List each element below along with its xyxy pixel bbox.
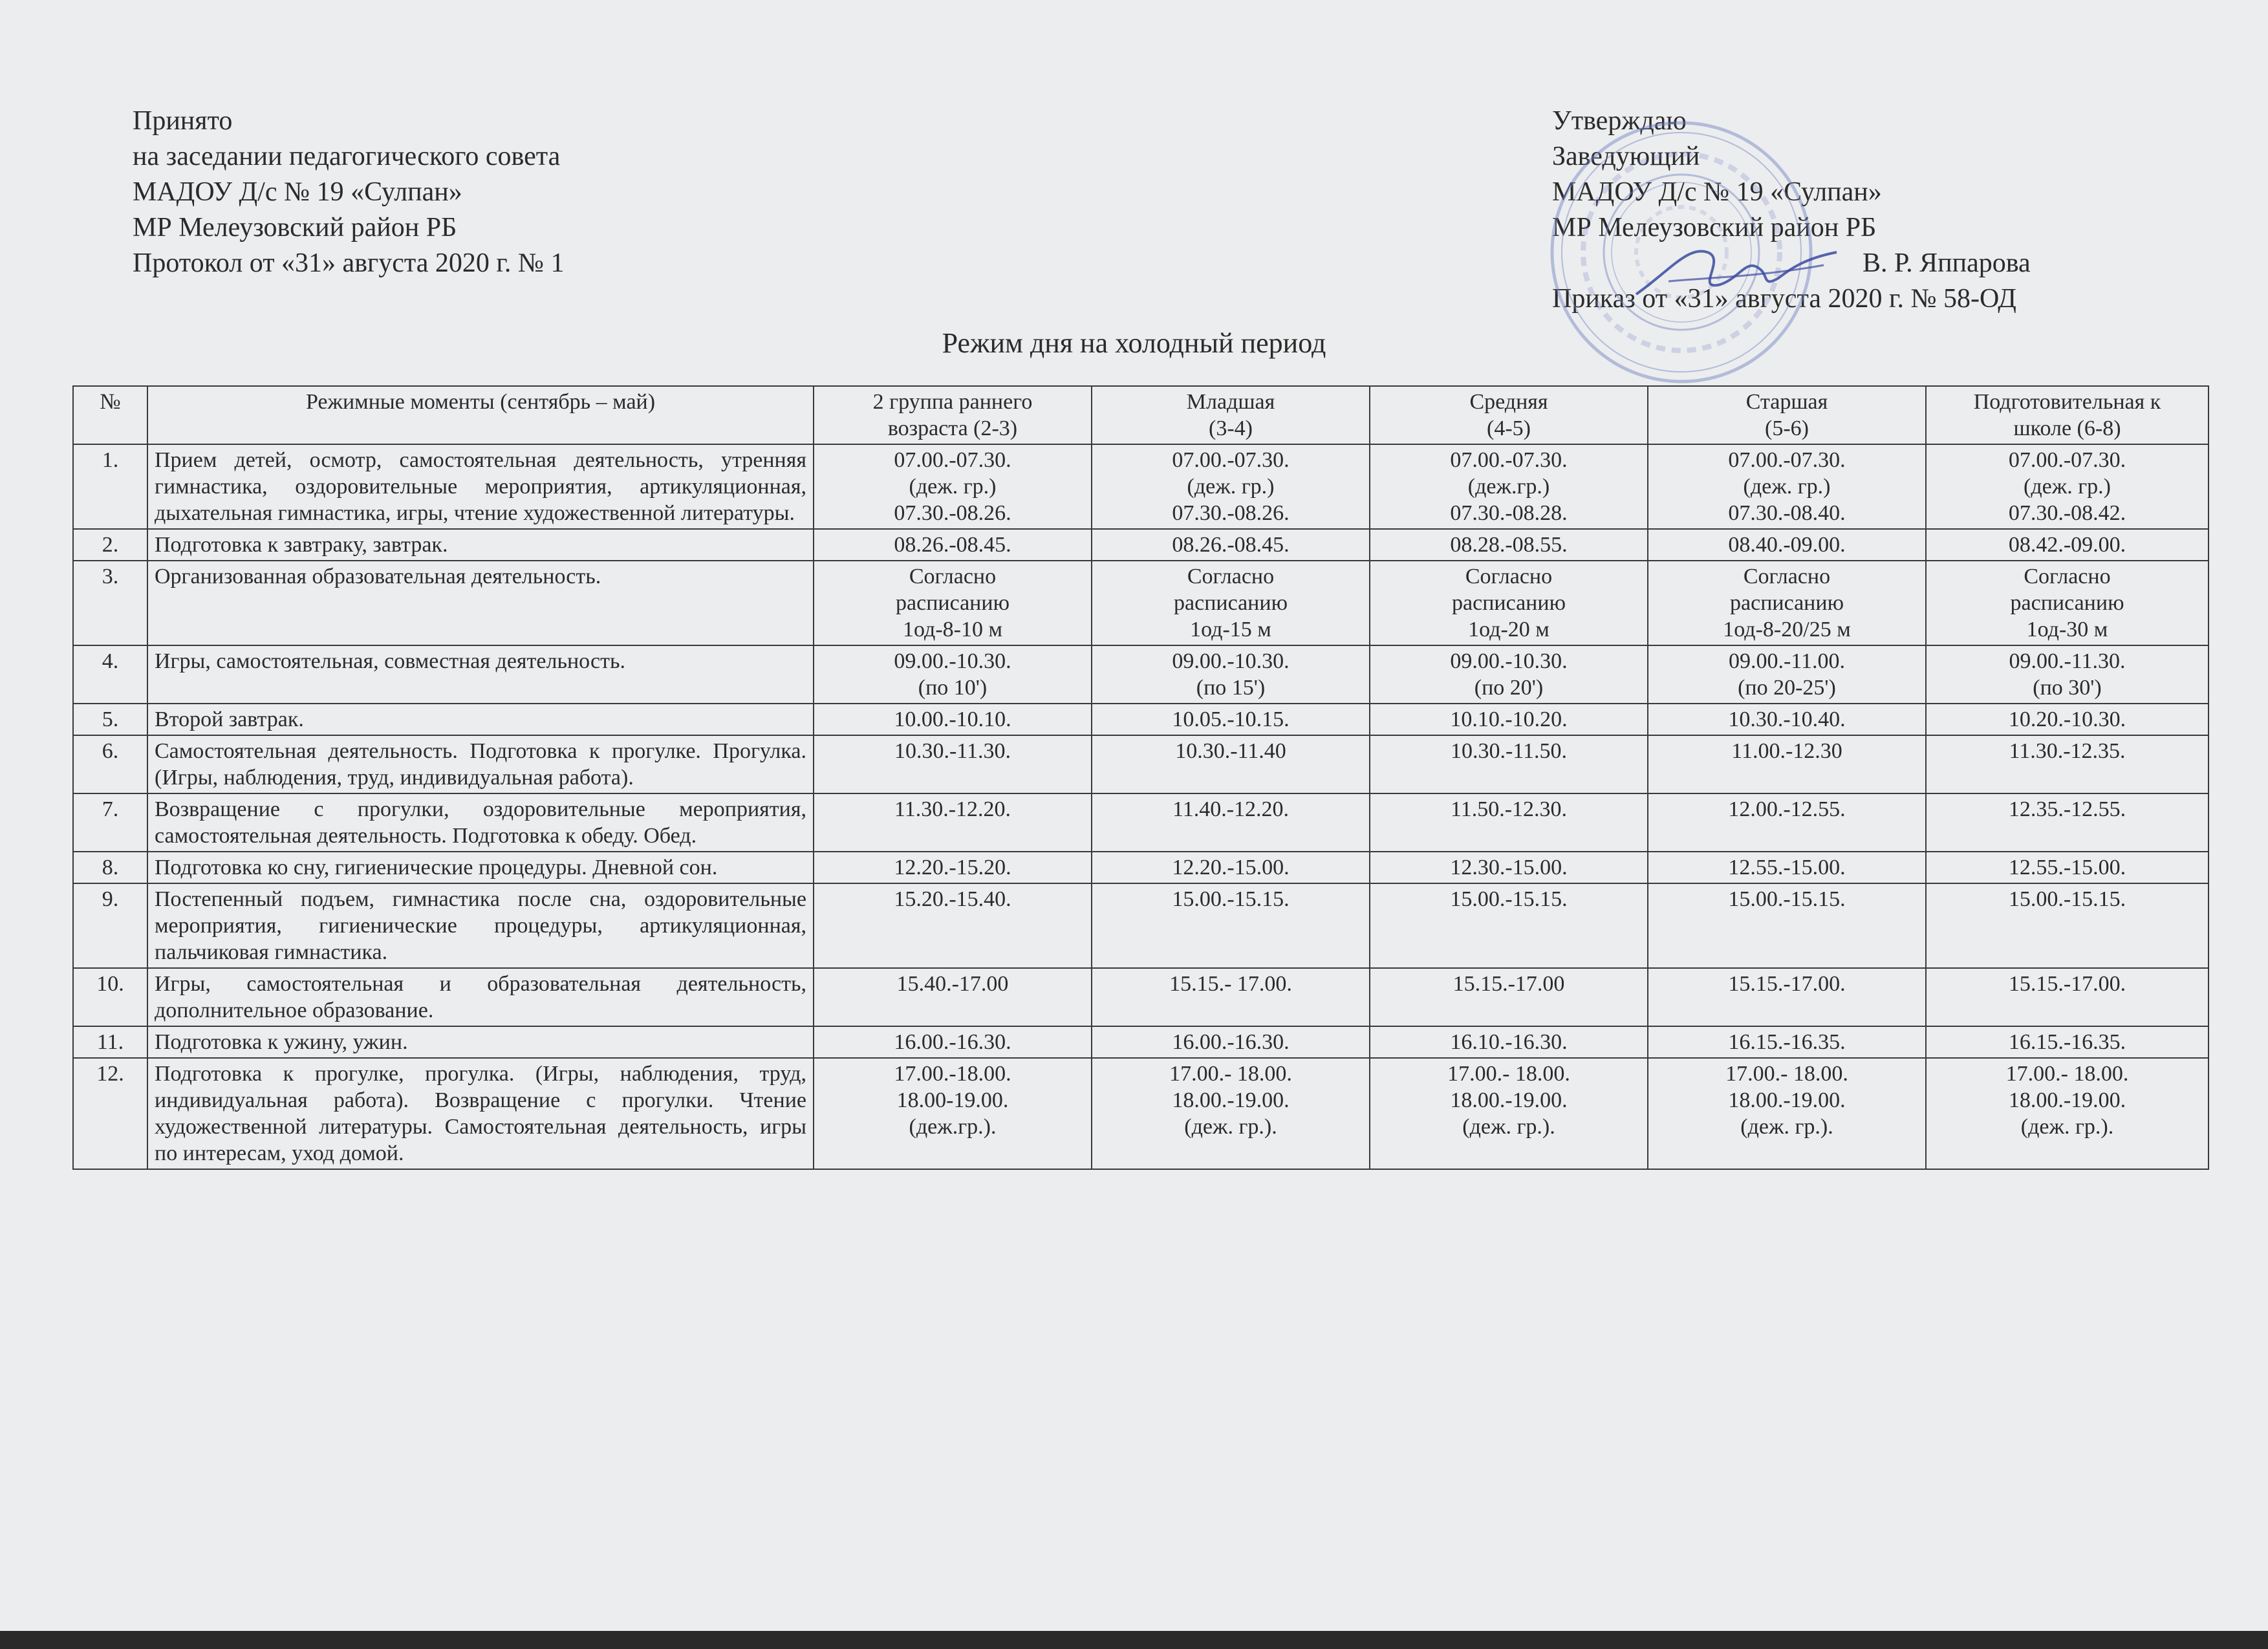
time-cell	[1648, 1026, 1926, 1058]
time-line: 15.15.-17.00.	[2008, 972, 2126, 996]
time-cell	[1370, 968, 1648, 1026]
time-cell	[1926, 852, 2209, 883]
time-line: 08.26.-08.45.	[894, 533, 1011, 557]
accepted-line: на заседании педагогического совета	[133, 142, 561, 171]
table-row	[73, 529, 2209, 561]
time-line: (деж.гр.).	[909, 1115, 997, 1139]
time-line: расписанию	[2010, 591, 2124, 615]
time-line: 11.40.-12.20.	[1172, 797, 1290, 821]
time-line: (деж. гр.)	[1187, 475, 1275, 499]
time-cell	[814, 704, 1092, 735]
time-line: 15.15.-17.00.	[1728, 972, 1846, 996]
time-line: 17.00.- 18.00.	[1447, 1062, 1570, 1086]
time-cell	[1370, 529, 1648, 561]
time-line: 12.20.-15.20.	[894, 856, 1011, 879]
time-line: расписанию	[1452, 591, 1566, 615]
time-cell	[1370, 561, 1648, 645]
time-cell	[1092, 529, 1370, 561]
row-number: 3.	[73, 561, 147, 645]
routine-description: Самостоятельная деятельность. Подготовка к прогулке. Прогулка. (Игры, наблюдения, труд, индивидуальная работа).	[147, 735, 814, 793]
document-title: Режим дня на холодный период	[942, 327, 1326, 359]
column-header-line: (3-4)	[1209, 416, 1253, 440]
time-cell	[1648, 735, 1926, 793]
time-line: 16.00.-16.30.	[1172, 1030, 1290, 1054]
row-number: 7.	[73, 793, 147, 852]
row-number: 11.	[73, 1026, 147, 1058]
time-line: 07.30.-08.42.	[2008, 501, 2126, 525]
time-cell	[1092, 735, 1370, 793]
time-cell	[1370, 1026, 1648, 1058]
table-row	[73, 883, 2209, 968]
time-cell	[1092, 968, 1370, 1026]
table-row	[73, 793, 2209, 852]
time-cell	[814, 645, 1092, 704]
time-line: 07.00.-07.30.	[894, 448, 1011, 472]
time-line: 18.00-19.00.	[896, 1088, 1009, 1112]
time-line: 08.26.-08.45.	[1172, 533, 1290, 557]
time-cell	[814, 561, 1092, 645]
time-line: 11.30.-12.35.	[2009, 739, 2126, 763]
time-line: 11.30.-12.20.	[894, 797, 1011, 821]
time-cell	[814, 793, 1092, 852]
approved-line: Заведующий	[1552, 142, 1700, 171]
approved-line: МР Мелеузовский район РБ	[1552, 213, 1877, 242]
head-name: В. Р. Яппарова	[1863, 248, 2031, 278]
time-line: 10.05.-10.15.	[1172, 707, 1290, 731]
time-cell	[1926, 529, 2209, 561]
routine-description: Подготовка к ужину, ужин.	[147, 1026, 814, 1058]
column-header	[1648, 386, 1926, 444]
column-header	[147, 386, 814, 444]
time-line: 15.00.-15.15.	[1172, 887, 1290, 911]
row-number: 6.	[73, 735, 147, 793]
table-row	[73, 735, 2209, 793]
time-line: 17.00.- 18.00.	[1169, 1062, 1292, 1086]
row-number: 10.	[73, 968, 147, 1026]
time-line: 07.30.-08.40.	[1728, 501, 1846, 525]
time-line: Согласно	[1187, 565, 1275, 588]
time-line: Согласно	[1743, 565, 1831, 588]
time-line: 16.15.-16.35.	[1728, 1030, 1846, 1054]
table-row	[73, 1026, 2209, 1058]
time-line: 18.00.-19.00.	[1172, 1088, 1290, 1112]
protocol-line: Протокол от «31» августа 2020 г. № 1	[133, 248, 565, 278]
time-cell	[1648, 883, 1926, 968]
time-line: (деж.гр.)	[1467, 475, 1550, 499]
time-line: расписанию	[896, 591, 1010, 615]
time-line: (деж. гр.)	[909, 475, 997, 499]
time-line: (по 20')	[1474, 676, 1544, 700]
row-number: 9.	[73, 883, 147, 968]
row-number: 12.	[73, 1058, 147, 1169]
signature	[1630, 233, 1843, 310]
row-number: 5.	[73, 704, 147, 735]
row-number: 8.	[73, 852, 147, 883]
time-line: 10.30.-11.30.	[894, 739, 1011, 763]
column-header-line: 2 группа раннего	[872, 390, 1033, 414]
time-line: 1од-30 м	[2026, 618, 2108, 641]
time-cell	[814, 1026, 1092, 1058]
time-line: 07.30.-08.26.	[1172, 501, 1290, 525]
time-line: 17.00.-18.00.	[894, 1062, 1011, 1086]
routine-description: Организованная образовательная деятельность.	[147, 561, 814, 645]
time-line: 16.10.-16.30.	[1450, 1030, 1568, 1054]
header-row	[73, 386, 2209, 444]
time-cell	[1370, 704, 1648, 735]
time-cell	[814, 852, 1092, 883]
time-cell	[1370, 793, 1648, 852]
time-line: 15.00.-15.15.	[1728, 887, 1846, 911]
time-line: 07.00.-07.30.	[1728, 448, 1846, 472]
time-cell	[1926, 1058, 2209, 1169]
row-number: 1.	[73, 444, 147, 529]
time-line: 08.28.-08.55.	[1450, 533, 1568, 557]
time-cell	[1648, 444, 1926, 529]
row-number: 2.	[73, 529, 147, 561]
column-header-line: Старшая	[1745, 390, 1828, 414]
time-line: (деж. гр.).	[1184, 1115, 1277, 1139]
time-line: расписанию	[1730, 591, 1844, 615]
time-line: 09.00.-10.30.	[1450, 649, 1568, 673]
column-header	[73, 386, 147, 444]
time-line: 15.15.- 17.00.	[1169, 972, 1292, 996]
time-line: 07.30.-08.26.	[894, 501, 1011, 525]
time-line: 11.00.-12.30	[1731, 739, 1842, 763]
time-cell	[1370, 852, 1648, 883]
time-cell	[814, 529, 1092, 561]
time-line: Согласно	[2024, 565, 2111, 588]
time-cell	[1926, 444, 2209, 529]
time-line: 12.20.-15.00.	[1172, 856, 1290, 879]
table-row	[73, 704, 2209, 735]
time-line: Согласно	[1465, 565, 1553, 588]
time-line: (по 30')	[2033, 676, 2102, 700]
time-line: 16.00.-16.30.	[894, 1030, 1011, 1054]
time-cell	[814, 735, 1092, 793]
time-line: 18.00.-19.00.	[2008, 1088, 2126, 1112]
time-line: 09.00.-11.00.	[1728, 649, 1846, 673]
time-line: 07.00.-07.30.	[1172, 448, 1290, 472]
time-line: (по 10')	[918, 676, 988, 700]
time-line: (по 15')	[1196, 676, 1266, 700]
time-cell	[1092, 444, 1370, 529]
time-line: 10.10.-10.20.	[1450, 707, 1568, 731]
time-cell	[1926, 645, 2209, 704]
time-line: (деж. гр.).	[1462, 1115, 1555, 1139]
time-line: 1од-20 м	[1468, 618, 1550, 641]
time-line: 18.00.-19.00.	[1728, 1088, 1846, 1112]
schedule-table	[72, 385, 2209, 1170]
time-cell	[1926, 735, 2209, 793]
time-line: 17.00.- 18.00.	[2005, 1062, 2129, 1086]
time-line: 1од-8-20/25 м	[1723, 618, 1851, 641]
time-line: (по 20-25')	[1738, 676, 1836, 700]
table-row	[73, 968, 2209, 1026]
time-line: 09.00.-11.30.	[2009, 649, 2126, 673]
time-cell	[1648, 645, 1926, 704]
time-line: 1од-8-10 м	[903, 618, 1002, 641]
time-line: 16.15.-16.35.	[2008, 1030, 2126, 1054]
column-header-line: Средняя	[1469, 390, 1548, 414]
time-line: 18.00.-19.00.	[1450, 1088, 1568, 1112]
routine-description: Возвращение с прогулки, оздоровительные мероприятия, самостоятельная деятельность. Подготовка к обеду. Обед.	[147, 793, 814, 852]
accepted-line: МР Мелеузовский район РБ	[133, 213, 457, 242]
time-cell	[1092, 704, 1370, 735]
time-line: (деж. гр.)	[2024, 475, 2111, 499]
time-cell	[1092, 793, 1370, 852]
scanner-edge	[0, 1631, 2268, 1649]
time-cell	[1926, 1026, 2209, 1058]
time-cell	[1648, 561, 1926, 645]
time-cell	[1370, 883, 1648, 968]
column-header	[1926, 386, 2209, 444]
time-line: расписанию	[1174, 591, 1288, 615]
column-header-line: №	[100, 390, 121, 414]
time-cell	[1370, 444, 1648, 529]
time-line: 08.40.-09.00.	[1728, 533, 1846, 557]
time-line: 12.55.-15.00.	[1728, 856, 1846, 879]
column-header	[814, 386, 1092, 444]
time-line: (деж. гр.).	[1740, 1115, 1833, 1139]
time-line: 09.00.-10.30.	[894, 649, 1011, 673]
time-cell	[1092, 1058, 1370, 1169]
column-header-line: (5-6)	[1765, 416, 1809, 440]
routine-description: Постепенный подъем, гимнастика после сна, оздоровительные мероприятия, гигиенические процедуры, артикуляционная, пальчиковая гимнастика.	[147, 883, 814, 968]
time-line: 15.15.-17.00	[1453, 972, 1565, 996]
time-cell	[1370, 645, 1648, 704]
time-line: 08.42.-09.00.	[2008, 533, 2126, 557]
time-line: Согласно	[909, 565, 997, 588]
time-cell	[1648, 968, 1926, 1026]
table-header	[73, 386, 2209, 444]
routine-description: Подготовка к завтраку, завтрак.	[147, 529, 814, 561]
column-header-line: (4-5)	[1487, 416, 1531, 440]
table-row	[73, 1058, 2209, 1169]
time-cell	[1092, 645, 1370, 704]
column-header	[1092, 386, 1370, 444]
column-header-line: возраста (2-3)	[887, 416, 1018, 440]
time-line: (деж. гр.).	[2020, 1115, 2114, 1139]
time-cell	[1092, 561, 1370, 645]
accepted-line: МАДОУ Д/с № 19 «Сулпан»	[133, 177, 462, 207]
time-line: 07.00.-07.30.	[1450, 448, 1568, 472]
column-header	[1370, 386, 1648, 444]
time-line: 07.30.-08.28.	[1450, 501, 1568, 525]
time-line: 10.20.-10.30.	[2008, 707, 2126, 731]
time-line: 12.35.-12.55.	[2008, 797, 2126, 821]
time-cell	[1648, 793, 1926, 852]
time-cell	[814, 1058, 1092, 1169]
time-line: 10.30.-11.40	[1175, 739, 1286, 763]
column-header-line: школе (6-8)	[2013, 416, 2121, 440]
time-line: 12.55.-15.00.	[2008, 856, 2126, 879]
time-cell	[1648, 852, 1926, 883]
column-header-line: Младшая	[1186, 390, 1275, 414]
time-line: 1од-15 м	[1190, 618, 1271, 641]
routine-description: Второй завтрак.	[147, 704, 814, 735]
time-line: 17.00.- 18.00.	[1725, 1062, 1848, 1086]
time-line: 07.00.-07.30.	[2008, 448, 2126, 472]
time-cell	[1926, 793, 2209, 852]
time-cell	[1370, 1058, 1648, 1169]
time-line: 10.30.-11.50.	[1450, 739, 1568, 763]
routine-description: Игры, самостоятельная, совместная деятельность.	[147, 645, 814, 704]
table-row	[73, 645, 2209, 704]
time-cell	[814, 883, 1092, 968]
order-line: Приказ от «31» августа 2020 г. № 58-ОД	[1552, 284, 2016, 314]
time-line: 15.00.-15.15.	[1450, 887, 1568, 911]
time-cell	[814, 968, 1092, 1026]
time-cell	[1926, 883, 2209, 968]
time-cell	[1648, 704, 1926, 735]
table-row	[73, 444, 2209, 529]
row-number: 4.	[73, 645, 147, 704]
time-cell	[1648, 529, 1926, 561]
time-line: 10.00.-10.10.	[894, 707, 1011, 731]
time-cell	[1926, 704, 2209, 735]
time-line: 15.40.-17.00	[896, 972, 1009, 996]
column-header-line: Подготовительная к	[1973, 390, 2161, 414]
time-line: 09.00.-10.30.	[1172, 649, 1290, 673]
routine-description: Подготовка ко сну, гигиенические процедуры. Дневной сон.	[147, 852, 814, 883]
table-body	[73, 444, 2209, 1169]
time-cell	[1092, 1026, 1370, 1058]
time-cell	[814, 444, 1092, 529]
time-cell	[1092, 852, 1370, 883]
time-line: 15.00.-15.15.	[2008, 887, 2126, 911]
time-cell	[1926, 968, 2209, 1026]
accepted-block	[133, 103, 564, 281]
approved-line: Утверждаю	[1552, 106, 1687, 136]
accepted-line: Принято	[133, 106, 233, 136]
routine-description: Игры, самостоятельная и образовательная деятельность, дополнительное образование.	[147, 968, 814, 1026]
routine-description: Подготовка к прогулке, прогулка. (Игры, наблюдения, труд, индивидуальная работа). Возвращение с прогулки. Чтение художественной литературы. Самостоятельная деятельность, игры по интересам, уход домой.	[147, 1058, 814, 1169]
time-cell	[1648, 1058, 1926, 1169]
approved-line: МАДОУ Д/с № 19 «Сулпан»	[1552, 177, 1882, 207]
time-line: (деж. гр.)	[1743, 475, 1831, 499]
time-cell	[1370, 735, 1648, 793]
time-line: 12.30.-15.00.	[1450, 856, 1568, 879]
column-header-line: Режимные моменты (сентябрь – май)	[305, 390, 656, 414]
time-line: 11.50.-12.30.	[1450, 797, 1568, 821]
table-row	[73, 852, 2209, 883]
time-cell	[1092, 883, 1370, 968]
table-row	[73, 561, 2209, 645]
time-cell	[1926, 561, 2209, 645]
time-line: 15.20.-15.40.	[894, 887, 1011, 911]
routine-description: Прием детей, осмотр, самостоятельная деятельность, утренняя гимнастика, оздоровительные мероприятия, артикуляционная, дыхательная гимнастика, игры, чтение художественной литературы.	[147, 444, 814, 529]
time-line: 12.00.-12.55.	[1728, 797, 1846, 821]
time-line: 10.30.-10.40.	[1728, 707, 1846, 731]
